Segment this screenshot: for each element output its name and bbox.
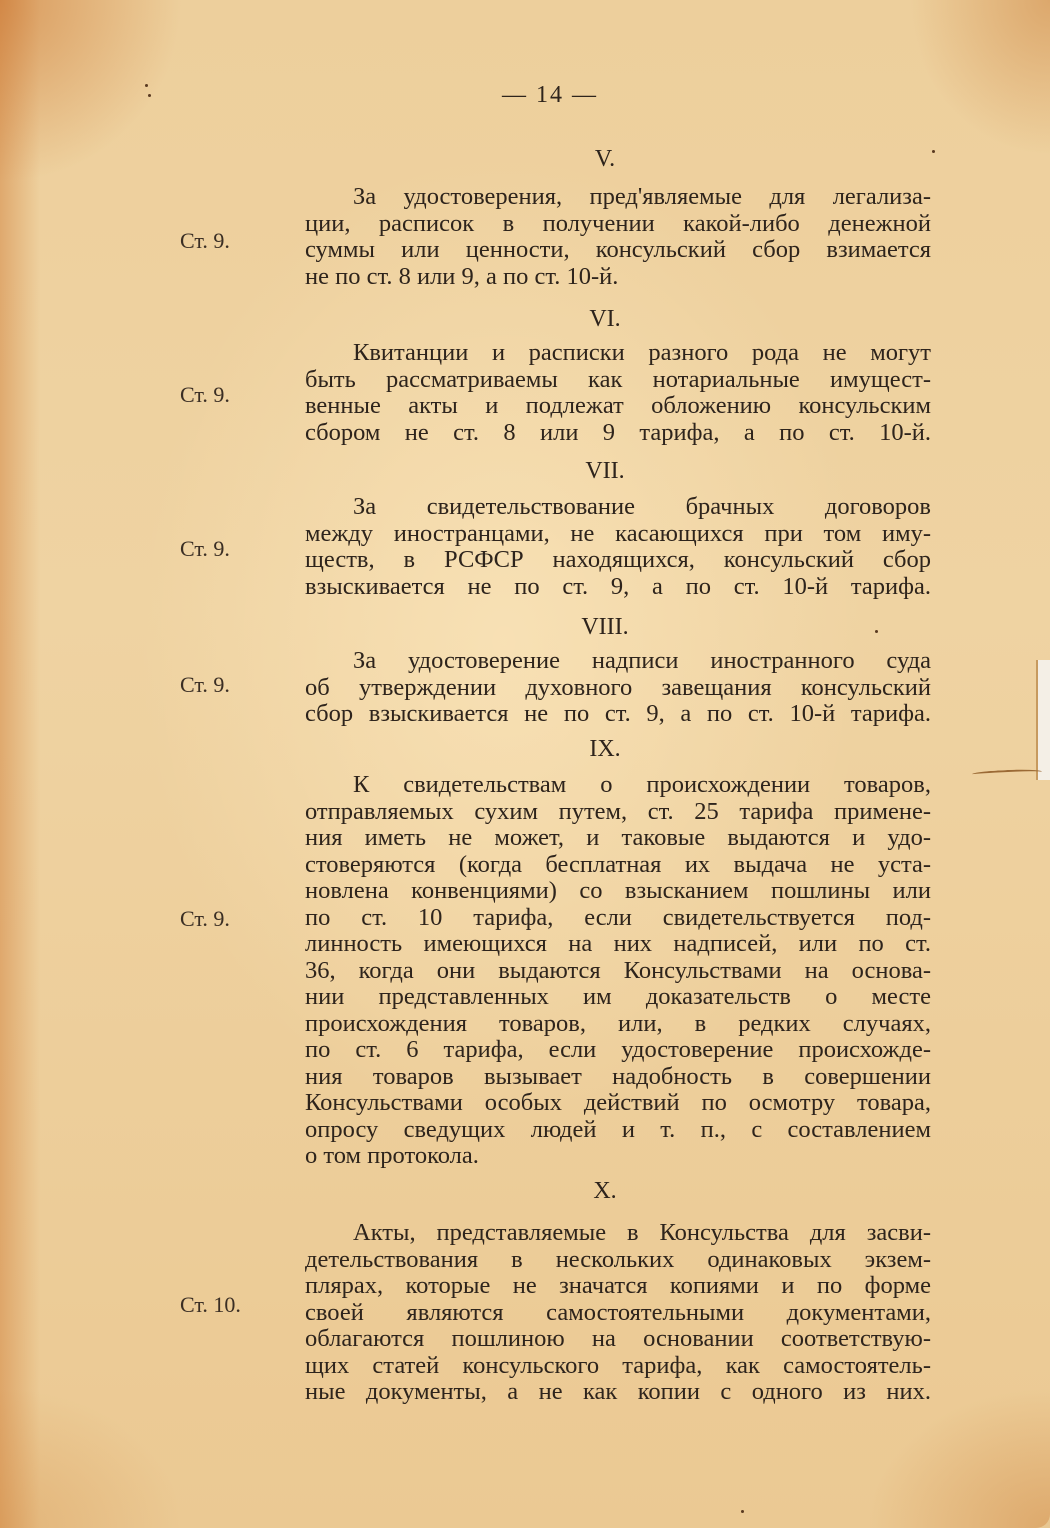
paper-speck (741, 1510, 744, 1513)
margin-reference: Ст. 9. (180, 228, 230, 253)
text-line: ния товаров вызывает надобность в совершении (305, 1062, 931, 1090)
text-line: К свидетельствам о происхождении товаров, (353, 771, 931, 798)
text-line: линность имеющихся на них надписей, или по ст. (305, 930, 931, 957)
text-line: сбор взыскивается не по ст. 9, а по ст. 10-й тарифа. (305, 700, 931, 727)
text-line: Консульствами особых действий по осмотру товара, (305, 1089, 931, 1116)
text-line: За свидетельствование брачных договоров (353, 493, 931, 520)
text-line: сбором не ст. 8 или 9 тарифа, а по ст. 10-й. (305, 418, 931, 446)
text-line: быть рассматриваемы как нотариальные имущест- (305, 365, 931, 393)
text-line: плярах, которые не значатся копиями и по форме (305, 1272, 931, 1299)
text-line: 36, когда они выдаются Консульствами на основа- (305, 956, 931, 984)
text-line: суммы или ценности, консульский сбор взимается (305, 236, 931, 263)
paragraph (305, 184, 931, 290)
margin-reference: Ст. 10. (180, 1292, 241, 1317)
paragraph (305, 340, 931, 446)
text-line: ществ, в РСФСР находящихся, консульский сбор (305, 546, 931, 573)
text-line: не по ст. 8 или 9, а по ст. 10-й. (305, 262, 619, 290)
section-numeral: X. (593, 1178, 617, 1204)
text-line: об утверждении духовного завещания консульский (305, 673, 931, 701)
page-crease (972, 768, 1042, 778)
text-line: по ст. 6 тарифа, если удостоверение происхожде- (305, 1036, 931, 1063)
text-line: своей являются самостоятельными документами, (305, 1298, 931, 1326)
text-line: отправляемых сухим путем, ст. 25 тарифа примене- (305, 797, 931, 825)
text-line: щих статей консульского тарифа, как самостоятель- (305, 1351, 931, 1379)
margin-reference: Ст. 9. (180, 382, 230, 407)
text-line: За удостоверение надписи иностранного суда (353, 647, 931, 674)
paragraph (305, 648, 931, 728)
text-line: За удостоверения, пред'являемые для легализа- (353, 183, 931, 210)
text-line: происхождения товаров, или, в редких случаях, (305, 1009, 931, 1037)
text-line: о том протокола. (305, 1142, 479, 1169)
text-line: Квитанции и расписки разного рода не могут (353, 339, 931, 366)
text-line: между иностранцами, не касающихся при том иму- (305, 519, 931, 547)
paragraph (305, 1220, 931, 1406)
text-line: ции, расписок в получении какой-либо денежной (305, 209, 931, 237)
section-numeral: VI. (589, 306, 621, 332)
margin-reference: Ст. 9. (180, 906, 230, 931)
text-line: новлена конвенциями) со взысканием пошлины или (305, 877, 931, 904)
text-line: детельствования в нескольких одинаковых экзем- (305, 1245, 931, 1273)
margin-reference: Ст. 9. (180, 536, 230, 561)
text-line: стоверяются (когда бесплатная их выдача не уста- (305, 850, 931, 878)
text-line: ные документы, а не как копии с одного из них. (305, 1378, 931, 1405)
text-line: Акты, представляемые в Консульства для засви- (353, 1219, 931, 1246)
section-numeral: VIII. (581, 614, 629, 640)
text-line: опросу сведущих людей и т. п., с составлением (305, 1115, 931, 1143)
text-line: взыскивается не по ст. 9, а по ст. 10-й тарифа. (305, 572, 931, 600)
text-line: нии представленных им доказательств о месте (305, 983, 931, 1010)
section-numeral: VII. (585, 458, 625, 484)
text-line: облагаются пошлиною на основании соответствую- (305, 1325, 931, 1352)
text-line: ния иметь не может, и таковые выдаются и удо- (305, 824, 931, 851)
margin-reference: Ст. 9. (180, 672, 230, 697)
page-number: — 14 — (502, 82, 598, 108)
text-line: по ст. 10 тарифа, если свидетельствуется под- (305, 903, 931, 931)
section-numeral: V. (594, 146, 616, 172)
paragraph (305, 494, 931, 600)
text-line: венные акты и подлежат обложению консульским (305, 392, 931, 419)
section-numeral: IX. (589, 736, 621, 762)
paragraph (305, 772, 931, 1170)
